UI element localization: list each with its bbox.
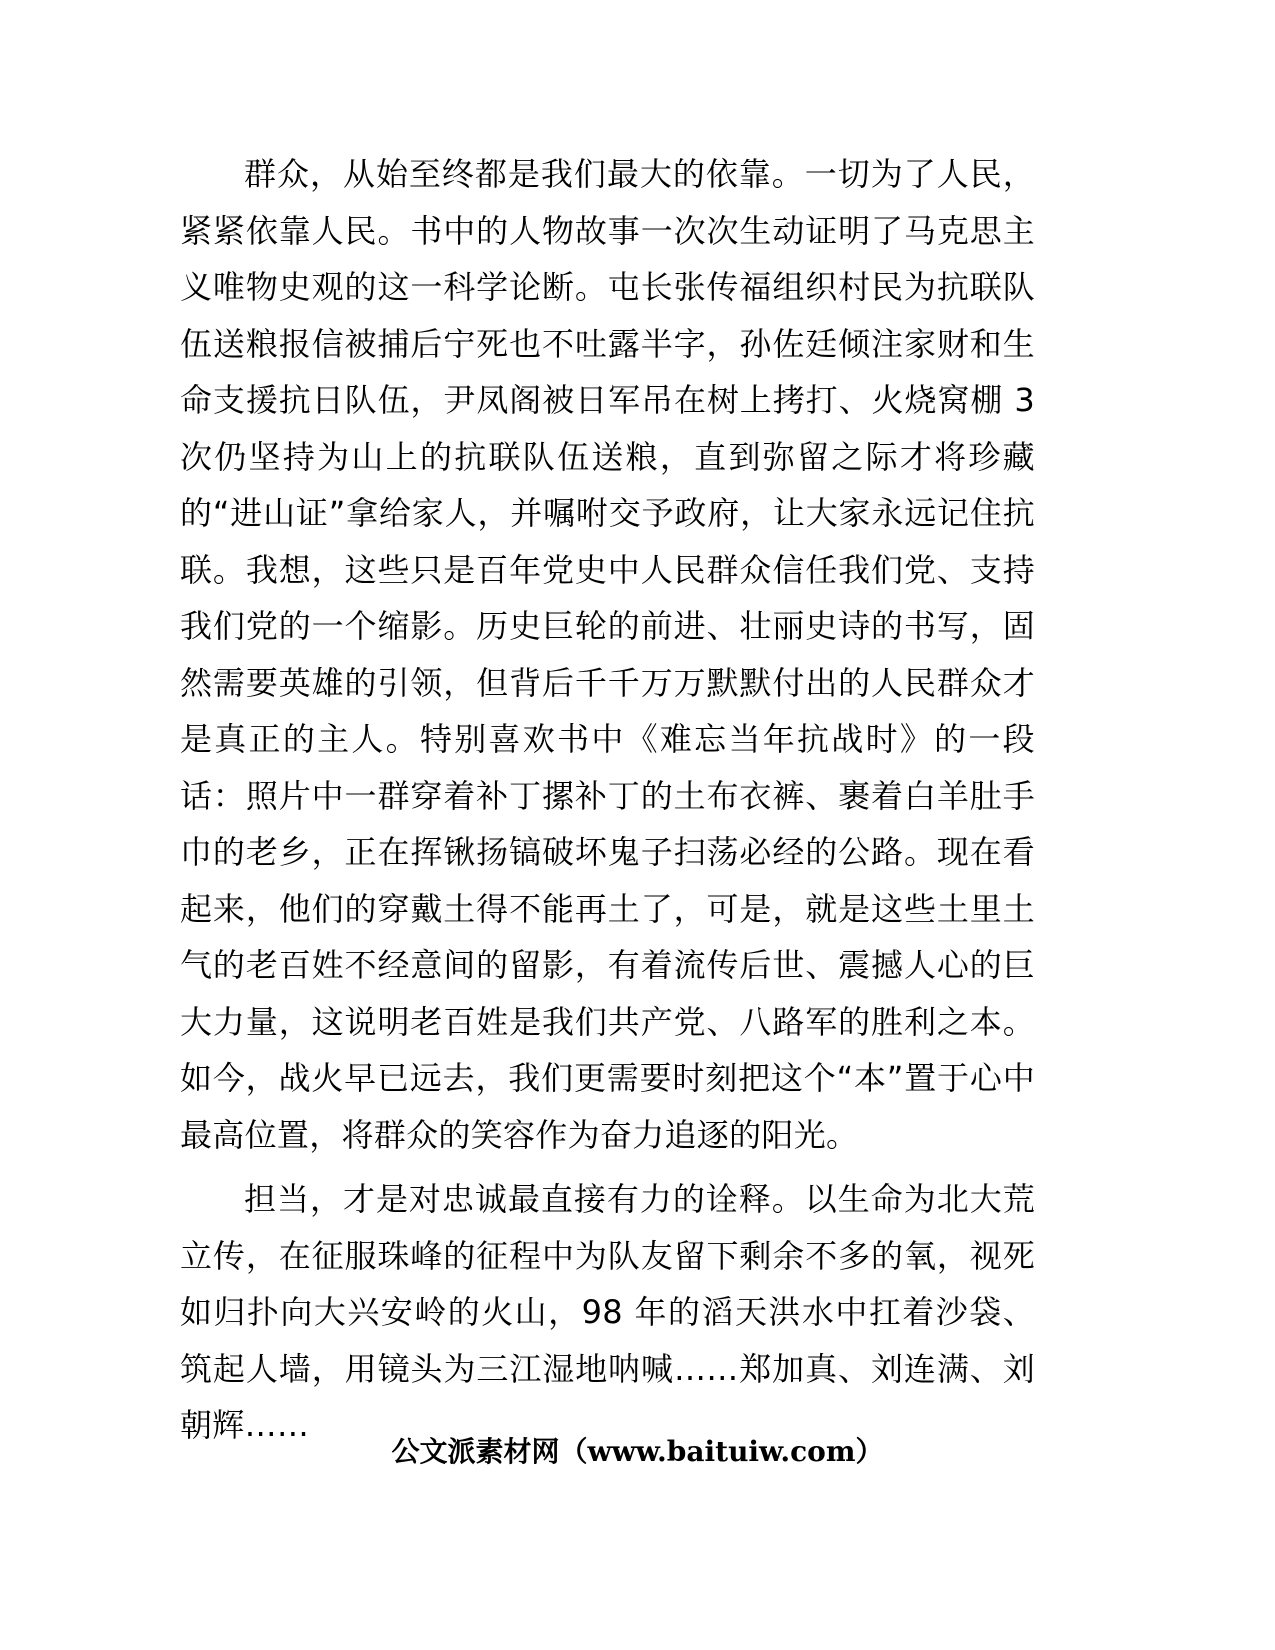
paragraph-responsibility: 担当，才是对忠诚最直接有力的诠释。以生命为北大荒立传，在征服珠峰的征程中为队友留下剩余不多的氧，视死如归扑向大兴安岭的火山，98 年的滔天洪水中扛着沙袋、筑起人墙，用镜头为三江湿地呐喊……郑加真、刘连满、刘朝辉…… — [180, 1180, 1035, 1444]
footer-watermark: 公文派素材网（www.baituiw.com） — [391, 1435, 884, 1468]
paragraph-masses: 群众，从始至终都是我们最大的依靠。一切为了人民，紧紧依靠人民。书中的人物故事一次次生动证明了马克思主义唯物史观的这一科学论断。屯长张传福组织村民为抗联队伍送粮报信被捕后宁死也不吐露半字，孙佐廷倾注家财和生命支援抗日队伍，尹凤阁被日军吊在树上拷打、火烧窝棚 3 次仍坚持为山上的抗联队伍送粮，直到弥留之际才将珍藏的“进山证”拿给家人，并嘱咐交予政府，让大家永远记住抗联。我想，这些只是百年党史中人民群众信任我们党、支持我们党的一个缩影。历史巨轮的前进、壮丽史诗的书写，固然需要英雄的引领，但背后千千万万默默付出的人民群众才是真正的主人。特别喜欢书中《难忘当年抗战时》的一段话：照片中一群穿着补丁摞补丁的土布衣裤、裹着白羊肚手巾的老乡，正在挥锹扬镐破坏鬼子扫荡必经的公路。现在看起来，他们的穿戴土得不能再土了，可是，就是这些土里土气的老百姓不经意间的留影，有着流传后世、震撼人心的巨大力量，这说明老百姓是我们共产党、八路军的胜利之本。如今，战火早已远去，我们更需要时刻把这个“本”置于心中最高位置，将群众的笑容作为奋力追逐的阳光。 — [180, 155, 1035, 1154]
document-body — [180, 146, 1035, 1454]
